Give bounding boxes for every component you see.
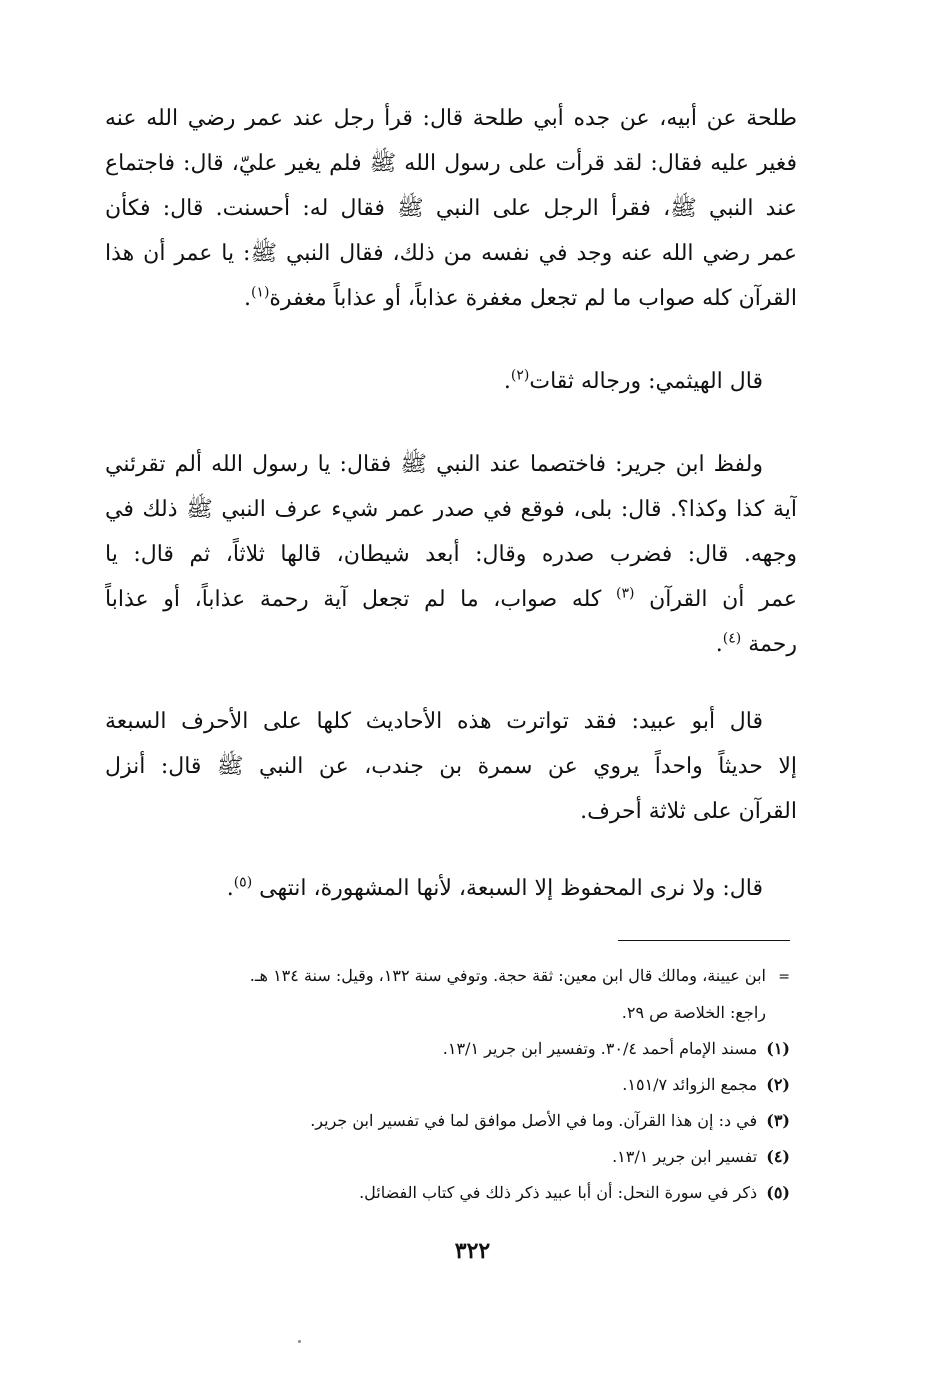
footnote-item: [110, 1031, 790, 1067]
footnote-ref[interactable]: (٤): [722, 630, 742, 647]
text-line: فغير عليه فقال: لقد قرأت على رسول الله ﷺ فلم يغير عليّ، قال: فاجتماع: [105, 151, 797, 176]
paragraph-3: [105, 442, 797, 667]
text-segment: رحمة: [748, 632, 797, 657]
text-line: عند النبي ﷺ، فقرأ الرجل على النبي ﷺ فقال له: أحسنت. قال: فكأن: [105, 196, 797, 221]
paragraph-2: [105, 359, 797, 404]
text-line-last: رحمة $^{(٤)}$.: [715, 630, 797, 657]
footnote-item: [110, 1139, 790, 1175]
page-number: ٣٢٢: [454, 1238, 491, 1264]
footnote-continuation: [110, 958, 790, 995]
footnote-text: تفسير ابن جرير ١٣/١.: [612, 1146, 758, 1166]
text-line: إلا حديثاً واحداً يروي عن سمرة بن جندب، عن النبي ﷺ قال: أنزل: [105, 754, 797, 779]
text-segment: قال الهيثمي: ورجاله ثقات: [529, 369, 763, 394]
text-line: قال أبو عبيد: فقد تواترت هذه الأحاديث كلها على الأحرف السبعة: [105, 709, 763, 734]
footnote-continuation: راجع: الخلاصة ص ٢٩.: [621, 1002, 766, 1022]
text-line: عمر رضي الله عنه وجد في نفسه من ذلك، فقال النبي ﷺ: يا عمر أن هذا: [105, 241, 797, 266]
footnote-item: [110, 1067, 790, 1103]
footnote-text: مجمع الزوائد ١٥١/٧.: [622, 1074, 758, 1094]
main-text: [105, 96, 797, 911]
footnote-text: ابن عيينة، ومالك قال ابن معين: ثقة حجة. وتوفي سنة ١٣٢، وقيل: سنة ١٣٤ هـ.: [249, 966, 766, 985]
paragraph-4: [105, 699, 797, 834]
footnote-separator: [618, 940, 790, 941]
footnote-number: (٣): [766, 1110, 790, 1130]
footnote-ref[interactable]: (١): [250, 284, 270, 301]
text-line: [105, 577, 797, 622]
footnote-number: (٤): [766, 1146, 790, 1166]
paragraph-1: [105, 96, 797, 321]
text-segment: القرآن كله صواب ما لم تجعل مغفرة عذاباً، أو عذاباً مغفرة: [269, 286, 797, 311]
footnote-number: (١): [766, 1038, 790, 1058]
continuation-mark: =: [778, 968, 790, 985]
text-line: آية كذا وكذا؟. قال: بلى، فوقع في صدر عمر شيء عرف النبي ﷺ ذلك في: [105, 497, 797, 522]
text-line: ولفظ ابن جرير: فاختصما عند النبي ﷺ فقال: يا رسول الله ألم تقرئني: [105, 452, 763, 477]
text-line-last: القرآن على ثلاثة أحرف.: [580, 799, 797, 824]
text-line: طلحة عن أبيه، عن جده أبي طلحة قال: قرأ رجل عند عمر رضي الله عنه: [105, 106, 797, 131]
footnote-item: [110, 1175, 790, 1211]
text-segment: قال: ولا نرى المحفوظ إلا السبعة، لأنها المشهورة، انتهى: [259, 876, 763, 901]
scan-speck: [298, 1340, 301, 1343]
footnotes: [110, 958, 790, 1211]
footnote-ref[interactable]: (٣): [616, 585, 635, 602]
text-line: قال الهيثمي: ورجاله ثقات$^{(٢)}$.: [503, 367, 763, 394]
text-line: قال: ولا نرى المحفوظ إلا السبعة، لأنها المشهورة، انتهى $^{(٥)}$.: [226, 874, 763, 901]
footnote-text: ذكر في سورة النحل: أن أبا عبيد ذكر ذلك في كتاب الفضائل.: [359, 1182, 758, 1202]
footnote-ref[interactable]: (٥): [233, 874, 253, 891]
footnote-ref[interactable]: (٢): [510, 367, 530, 384]
footnote-text: في د: إن هذا القرآن. وما في الأصل موافق لما في تفسير ابن جرير.: [310, 1110, 758, 1130]
footnote-item: [110, 1103, 790, 1139]
text-segment: عمر أن القرآن: [649, 587, 797, 612]
footnote-number: (٥): [766, 1182, 790, 1202]
text-segment: كله صواب، ما لم تجعل آية رحمة عذاباً، أو عذاباً: [105, 587, 602, 612]
footnote-text: مسند الإمام أحمد ٣٠/٤. وتفسير ابن جرير ١٣/١.: [442, 1038, 758, 1058]
text-line: وجهه. قال: فضرب صدره وقال: أبعد شيطان، قالها ثلاثاً، ثم قال: يا: [105, 542, 797, 567]
paragraph-5: [105, 866, 797, 911]
text-line-last: القرآن كله صواب ما لم تجعل مغفرة عذاباً، أو عذاباً مغفرة$^{(١)}$.: [243, 284, 797, 311]
footnote-number: (٢): [766, 1074, 790, 1094]
